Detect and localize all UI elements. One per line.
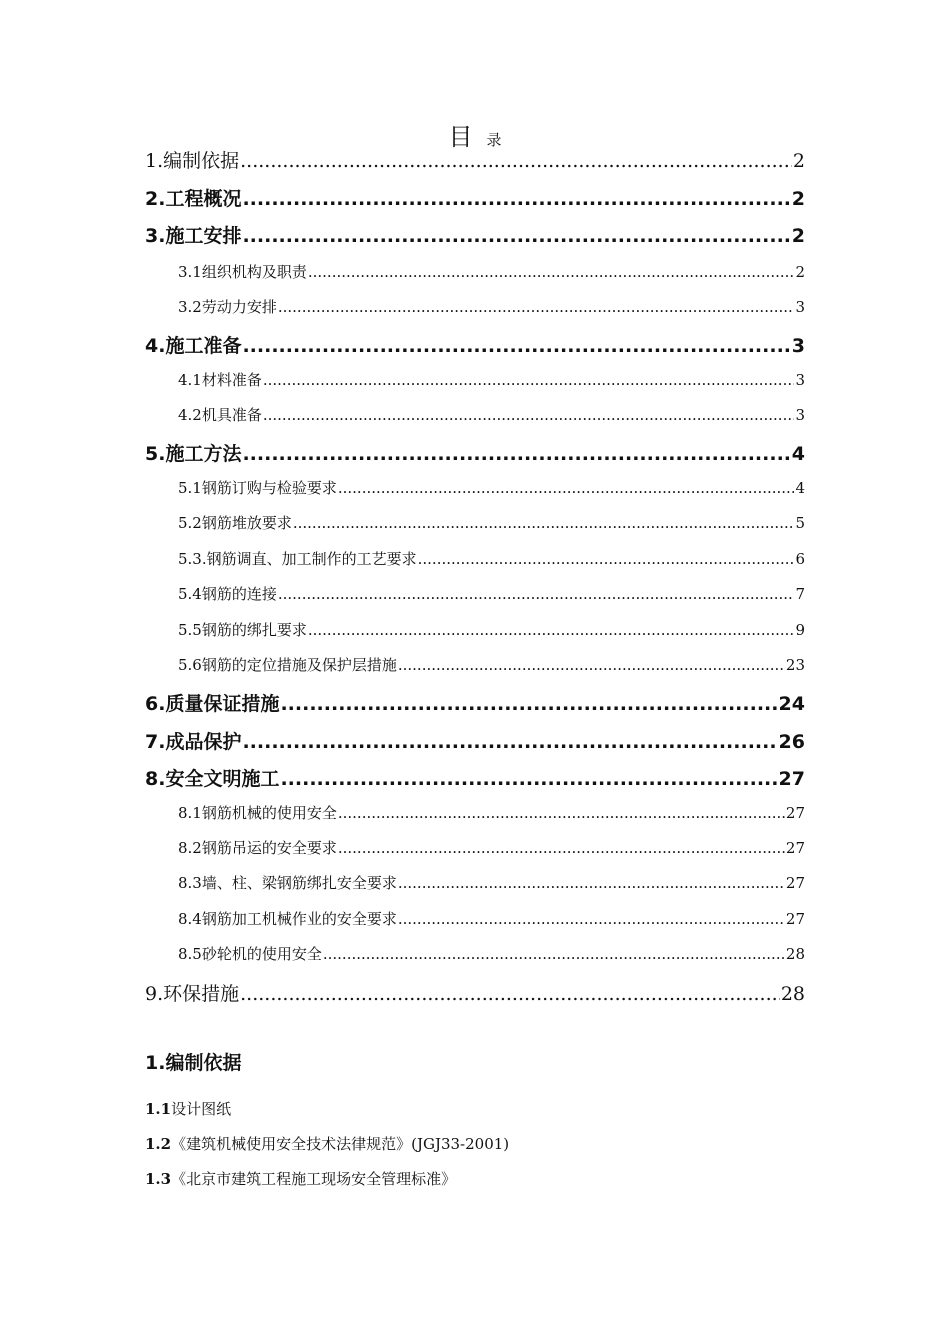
basis-item-text: 《建筑机械使用安全技术法律规范》(JGJ33-2001)	[171, 1135, 510, 1153]
toc-title-main: 目	[448, 123, 473, 151]
toc-entry[interactable]	[178, 261, 805, 287]
toc-entry-page: 23	[785, 656, 805, 674]
toc-dot-leader	[278, 585, 795, 603]
toc-dot-leader	[242, 731, 777, 753]
toc-dot-leader	[278, 298, 795, 316]
toc-dot-leader	[280, 768, 777, 790]
toc-dot-leader	[242, 335, 790, 357]
toc-dot-leader	[263, 371, 795, 389]
toc-entry-page: 28	[780, 983, 805, 1005]
toc-entry-page: 27	[778, 768, 805, 790]
toc-entry[interactable]	[178, 619, 805, 645]
toc-entry[interactable]	[145, 689, 805, 719]
toc-entry-label: 6.质量保证措施	[145, 693, 280, 715]
toc-entry[interactable]	[178, 404, 805, 430]
basis-item-text: 《北京市建筑工程施工现场安全管理标准》	[171, 1170, 457, 1188]
toc-entry[interactable]	[145, 727, 805, 757]
toc-dot-leader	[418, 550, 795, 568]
toc-entry[interactable]	[178, 583, 805, 609]
toc-entry[interactable]	[178, 872, 805, 898]
toc-dot-leader	[242, 188, 790, 210]
toc-dot-leader	[398, 656, 785, 674]
toc-entry-page: 2	[791, 225, 805, 247]
toc-entry-label: 5.6钢筋的定位措施及保护层措施	[178, 656, 397, 674]
toc-entry-label: 9.环保措施	[145, 983, 240, 1005]
toc-entry-page: 3	[795, 406, 805, 424]
toc-entry-label: 3.施工安排	[145, 225, 242, 247]
basis-item	[145, 1098, 231, 1119]
toc-entry-label: 8.3墙、柱、梁钢筋绑扎安全要求	[178, 874, 397, 892]
toc-entry[interactable]	[145, 979, 805, 1009]
toc-entry[interactable]	[178, 548, 805, 574]
toc-dot-leader	[240, 150, 792, 172]
toc-entry[interactable]	[178, 512, 805, 538]
basis-item-number: 1.2	[145, 1135, 172, 1153]
toc-entry-label: 8.2钢筋吊运的安全要求	[178, 839, 337, 857]
toc-entry[interactable]	[178, 296, 805, 322]
toc-entry-page: 5	[795, 514, 805, 532]
toc-entry-label: 8.安全文明施工	[145, 768, 280, 790]
toc-entry-label: 5.4钢筋的连接	[178, 585, 277, 603]
toc-entry[interactable]	[145, 764, 805, 794]
toc-entry[interactable]	[178, 908, 805, 934]
toc-entry-page: 28	[785, 945, 805, 963]
toc-entry-label: 3.2劳动力安排	[178, 298, 277, 316]
basis-item-text: 设计图纸	[171, 1100, 232, 1118]
toc-entry-page: 27	[785, 874, 805, 892]
toc-entry[interactable]	[178, 477, 805, 503]
basis-item	[145, 1133, 509, 1154]
toc-entry-page: 6	[795, 550, 805, 568]
basis-item-number: 1.3	[145, 1170, 172, 1188]
toc-dot-leader	[263, 406, 795, 424]
toc-dot-leader	[398, 874, 785, 892]
basis-item	[145, 1168, 456, 1189]
toc-entry-label: 4.1材料准备	[178, 371, 262, 389]
toc-entry-label: 4.2机具准备	[178, 406, 262, 424]
toc-entry-page: 7	[795, 585, 805, 603]
toc-dot-leader	[242, 443, 790, 465]
toc-entry-label: 3.1组织机构及职责	[178, 263, 307, 281]
toc-entry[interactable]	[145, 221, 805, 251]
toc-dot-leader	[323, 945, 785, 963]
toc-dot-leader	[338, 804, 785, 822]
toc-entry[interactable]	[145, 146, 805, 176]
toc-entry-label: 2.工程概况	[145, 188, 242, 210]
toc-entry-label: 5.施工方法	[145, 443, 242, 465]
toc-entry-page: 2	[795, 263, 805, 281]
toc-entry[interactable]	[178, 654, 805, 680]
toc-entry[interactable]	[178, 943, 805, 969]
toc-entry-label: 7.成品保护	[145, 731, 242, 753]
toc-entry-page: 9	[795, 621, 805, 639]
toc-entry[interactable]	[178, 837, 805, 863]
toc-entry-label: 5.2钢筋堆放要求	[178, 514, 292, 532]
toc-dot-leader	[338, 839, 785, 857]
toc-entry[interactable]	[145, 331, 805, 361]
toc-dot-leader	[293, 514, 795, 532]
toc-entry[interactable]	[178, 802, 805, 828]
toc-entry-page: 26	[778, 731, 805, 753]
toc-entry-page: 4	[795, 479, 805, 497]
toc-entry-page: 27	[785, 910, 805, 928]
toc-dot-leader	[280, 693, 777, 715]
toc-title-sub: 录	[486, 131, 502, 149]
toc-entry-page: 3	[795, 298, 805, 316]
toc-entry-page: 4	[791, 443, 805, 465]
toc-dot-leader	[240, 983, 780, 1005]
toc-entry-page: 27	[785, 839, 805, 857]
toc-entry-label: 8.5砂轮机的使用安全	[178, 945, 322, 963]
toc-entry-page: 27	[785, 804, 805, 822]
toc-dot-leader	[398, 910, 785, 928]
toc-entry-label: 1.编制依据	[145, 150, 240, 172]
toc-entry-label: 5.1钢筋订购与检验要求	[178, 479, 337, 497]
section-heading: 1.编制依据	[145, 1052, 242, 1074]
toc-entry-page: 2	[791, 188, 805, 210]
toc-dot-leader	[308, 263, 795, 281]
toc-entry-page: 3	[791, 335, 805, 357]
toc-entry-label: 8.1钢筋机械的使用安全	[178, 804, 337, 822]
toc-entry[interactable]	[178, 369, 805, 395]
toc-entry-page: 3	[795, 371, 805, 389]
toc-entry-label: 5.3.钢筋调直、加工制作的工艺要求	[178, 550, 417, 568]
toc-entry-label: 8.4钢筋加工机械作业的安全要求	[178, 910, 397, 928]
toc-entry-page: 24	[778, 693, 805, 715]
basis-item-number: 1.1	[145, 1100, 172, 1118]
toc-dot-leader	[308, 621, 795, 639]
toc-entry-label: 5.5钢筋的绑扎要求	[178, 621, 307, 639]
toc-entry[interactable]	[145, 184, 805, 214]
toc-entry[interactable]	[145, 439, 805, 469]
toc-dot-leader	[242, 225, 790, 247]
toc-entry-page: 2	[792, 150, 805, 172]
toc-dot-leader	[338, 479, 795, 497]
toc-entry-label: 4.施工准备	[145, 335, 242, 357]
